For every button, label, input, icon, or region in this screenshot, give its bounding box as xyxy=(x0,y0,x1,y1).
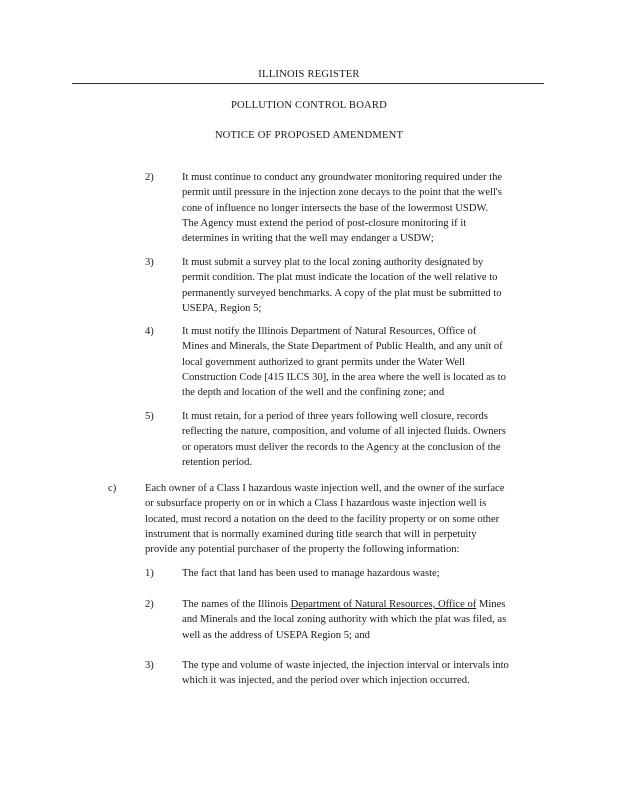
paragraph-number: 3) xyxy=(145,660,154,671)
text-line: provide any potential purchaser of the property the following information: xyxy=(145,544,460,556)
paragraph-text xyxy=(145,481,504,557)
paragraph-number: 5) xyxy=(145,411,154,422)
text-line: instrument that is normally examined during title search that will in perpetuity xyxy=(145,528,477,540)
text-line: determines in writing that the well may endanger a USDW; xyxy=(182,233,434,245)
text-line xyxy=(182,597,506,612)
paragraph-text xyxy=(182,566,440,581)
header-rule xyxy=(72,83,544,84)
board-title: POLLUTION CONTROL BOARD xyxy=(230,100,388,111)
text-segment: The names of the Illinois xyxy=(182,599,291,610)
text-line: It must retain, for a period of three years following well closure, records xyxy=(182,411,488,422)
text-line: It must submit a survey plat to the local zoning authority designated by xyxy=(182,257,484,268)
paragraph-text xyxy=(182,409,506,470)
text-line: located, must record a notation on the deed to the facility property or on some other xyxy=(145,513,500,525)
text-line: permanently surveyed benchmarks. A copy of the plat must be submitted to xyxy=(182,287,502,299)
paragraph-number: 2) xyxy=(145,172,154,183)
text-line: reflecting the nature, composition, and volume of all injected fluids. Owners xyxy=(182,426,506,438)
paragraph-text xyxy=(182,658,509,689)
text-line: It must continue to conduct any groundwater monitoring required under the xyxy=(182,172,503,183)
text-line: Each owner of a Class I hazardous waste injection well, and the owner of the surface xyxy=(145,483,505,494)
inserted-text: Department of Natural Resources, Office of xyxy=(290,599,477,610)
paragraph-number: 1) xyxy=(145,568,154,579)
text-line: cone of influence no longer intersects the base of the lowermost USDW. xyxy=(182,202,489,214)
text-line: Construction Code [415 ILCS 30], in the area where the well is located as to xyxy=(182,371,506,383)
text-line: retention period. xyxy=(182,456,253,468)
text-line: USEPA, Region 5; xyxy=(182,302,262,314)
paragraph-number: 3) xyxy=(145,257,154,268)
paragraph-number: 4) xyxy=(145,326,154,337)
text-line: It must notify the Illinois Department of Natural Resources, Office of xyxy=(182,326,477,337)
text-line: or subsurface property on or in which a Class I hazardous waste injection well is xyxy=(145,498,487,510)
text-line: Mines and Minerals, the State Department of Public Health, and any unit of xyxy=(182,341,503,353)
paragraph-text xyxy=(182,324,506,400)
text-line: and Minerals and the local zoning authority with which the plat was filed, as xyxy=(182,614,507,626)
paragraph-text xyxy=(182,255,502,316)
notice-title: NOTICE OF PROPOSED AMENDMENT xyxy=(214,130,404,141)
text-line: or operators must deliver the records to the Agency at the conclusion of the xyxy=(182,441,501,453)
text-line: The type and volume of waste injected, the injection interval or intervals into xyxy=(182,660,509,671)
paragraph-text xyxy=(182,170,502,246)
text-segment: Mines xyxy=(476,599,506,610)
text-line: The fact that land has been used to manage hazardous waste; xyxy=(182,568,440,579)
text-line: well as the address of USEPA Region 5; and xyxy=(182,629,370,641)
paragraph-number: c) xyxy=(108,483,117,494)
paragraph-text xyxy=(182,597,506,643)
paragraph-number: 2) xyxy=(145,599,154,610)
text-line: which it was injected, and the period over which injection occurred. xyxy=(182,675,470,687)
text-line: the depth and location of the well and the confining zone; and xyxy=(182,387,445,399)
register-title: ILLINOIS REGISTER xyxy=(258,69,360,80)
text-line: permit condition. The plat must indicate the location of the well relative to xyxy=(182,272,498,284)
text-line: permit until pressure in the injection zone decays to the point that the well's xyxy=(182,187,502,199)
text-line: local government authorized to grant permits under the Water Well xyxy=(182,356,465,368)
text-line: The Agency must extend the period of post-closure monitoring if it xyxy=(182,217,467,229)
